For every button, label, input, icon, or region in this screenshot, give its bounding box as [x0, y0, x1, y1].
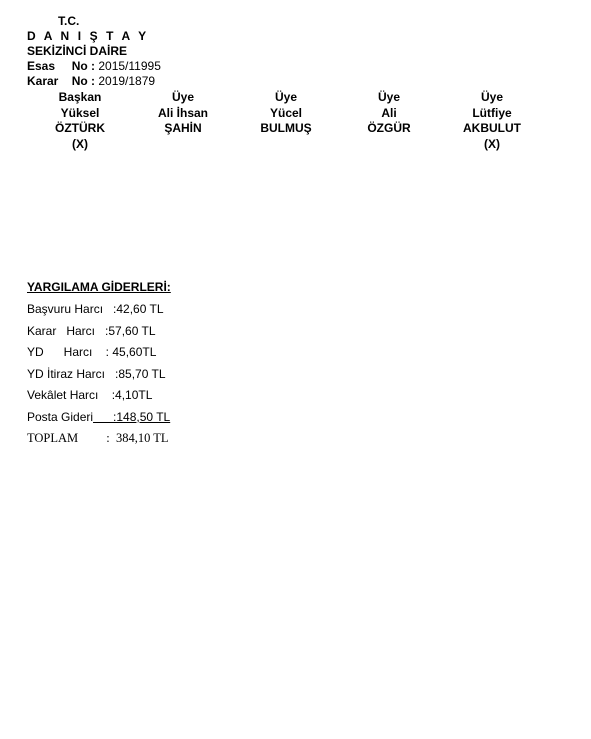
court-name: D A N I Ş T A Y — [27, 29, 149, 43]
member-first-name: Ali — [381, 105, 397, 120]
member-first-name: Lütfiye — [472, 105, 512, 120]
cost-value: :148,50 TL — [93, 409, 171, 424]
esas-value: 2015/11995 — [95, 59, 161, 73]
member-first-name: Yücel — [269, 105, 302, 120]
member-last-name: BULMUŞ — [260, 121, 312, 135]
court-costs — [27, 280, 171, 453]
panel-member-5 — [437, 90, 547, 152]
panel-member-2 — [128, 90, 238, 137]
cost-label: Başvuru Harcı — [27, 302, 104, 316]
panel-member-1 — [25, 90, 135, 152]
country-label: T.C. — [58, 14, 80, 28]
karar-value: 2019/1879 — [95, 74, 156, 88]
total-label: TOPLAM — [27, 431, 79, 445]
cost-value: :85,70 TL — [105, 366, 166, 381]
cost-value: :57,60 TL — [95, 323, 156, 338]
member-last-name: ŞAHİN — [164, 121, 202, 135]
cost-row-application-fee — [27, 302, 171, 316]
cost-row-postage — [27, 410, 171, 424]
chamber-name: SEKİZİNCİ DAİRE — [27, 44, 128, 58]
member-note: (X) — [72, 136, 88, 151]
cost-label: Posta Gideri — [27, 409, 94, 424]
total-value: : 384,10 TL — [78, 431, 169, 445]
member-last-name: AKBULUT — [463, 121, 521, 135]
cost-row-yd-fee — [27, 345, 171, 359]
member-first-name: Yüksel — [60, 105, 100, 120]
member-last-name: ÖZGÜR — [367, 121, 411, 135]
karar-number — [27, 74, 161, 89]
cost-value: :4,10TL — [98, 388, 153, 402]
member-note: (X) — [484, 136, 500, 151]
cost-row-decision-fee — [27, 324, 171, 338]
member-first-name: Ali İhsan — [157, 105, 208, 120]
cost-value: : 45,60TL — [92, 345, 157, 359]
cost-total-row — [27, 431, 171, 445]
member-role: Üye — [377, 90, 400, 104]
member-last-name: ÖZTÜRK — [55, 121, 105, 135]
cost-label: YD İtiraz Harcı — [27, 366, 106, 381]
cost-label: YD Harcı — [27, 345, 93, 359]
costs-title: YARGILAMA GİDERLERİ: — [27, 280, 171, 294]
karar-label: Karar No : — [27, 74, 96, 88]
member-role: Üye — [171, 90, 194, 104]
member-role: Üye — [274, 90, 297, 104]
document-header — [27, 14, 161, 89]
panel-member-4 — [334, 90, 444, 137]
member-role: Başkan — [58, 90, 102, 104]
cost-row-proxy-fee — [27, 388, 171, 402]
cost-label: Vekâlet Harcı — [27, 388, 99, 402]
cost-label: Karar Harcı — [27, 323, 96, 338]
esas-label: Esas No : — [27, 59, 96, 73]
panel-member-3 — [231, 90, 341, 137]
member-role: Üye — [480, 90, 503, 104]
cost-row-yd-objection-fee — [27, 367, 171, 381]
cost-value: :42,60 TL — [103, 302, 164, 316]
esas-number — [27, 59, 161, 74]
